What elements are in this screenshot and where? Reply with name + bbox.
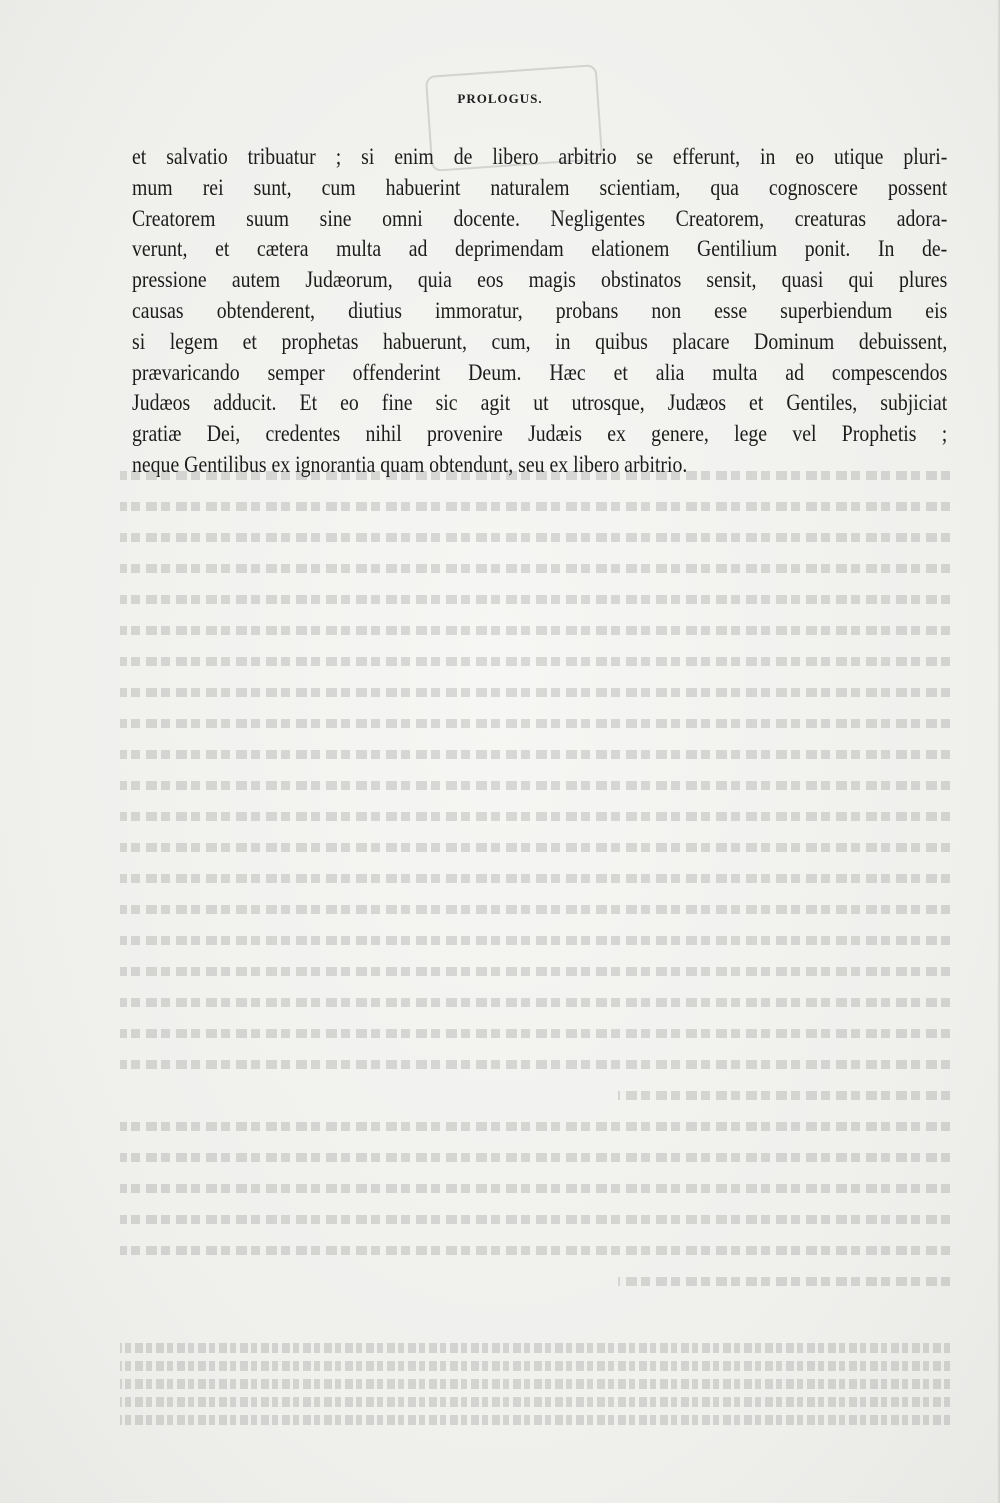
show-through-text bbox=[120, 462, 950, 1429]
text-line: Creatorem suum sine omni docente. Negligentes Creatorem, creaturas adora- bbox=[132, 205, 948, 231]
text-line: si legem et prophetas habuerunt, cum, in quibus placare Dominum debuissent, bbox=[132, 328, 948, 354]
text-line: pressione autem Judæorum, quia eos magis obstinatos sensit, quasi qui plures bbox=[132, 267, 948, 293]
running-head: PROLOGUS. bbox=[457, 91, 543, 106]
text-line: causas obtenderent, diutius immoratur, probans non esse superbiendum eis bbox=[132, 297, 948, 323]
text-line: Judæos adducit. Et eo fine sic agit ut utrosque, Judæos et Gentiles, subjiciat bbox=[132, 390, 948, 416]
text-line: mum rei sunt, cum habuerint naturalem scientiam, qua cognoscere possent bbox=[132, 174, 948, 200]
text-line: et salvatio tribuatur ; si enim de libero arbitrio se efferunt, in eo utique pluri- bbox=[132, 144, 948, 169]
text-line: neque Gentilibus ex ignorantia quam obtendunt, seu ex libero arbitrio. bbox=[132, 451, 688, 477]
text-line: prævaricando semper offenderint Deum. Hæc et alia multa ad compescendos bbox=[132, 359, 948, 385]
body-text bbox=[132, 142, 947, 481]
text-line: gratiæ Dei, credentes nihil provenire Judæis ex genere, lege vel Prophetis ; bbox=[132, 421, 948, 447]
text-line: verunt, et cætera multa ad deprimendam elationem Gentilium ponit. In de- bbox=[132, 236, 948, 262]
